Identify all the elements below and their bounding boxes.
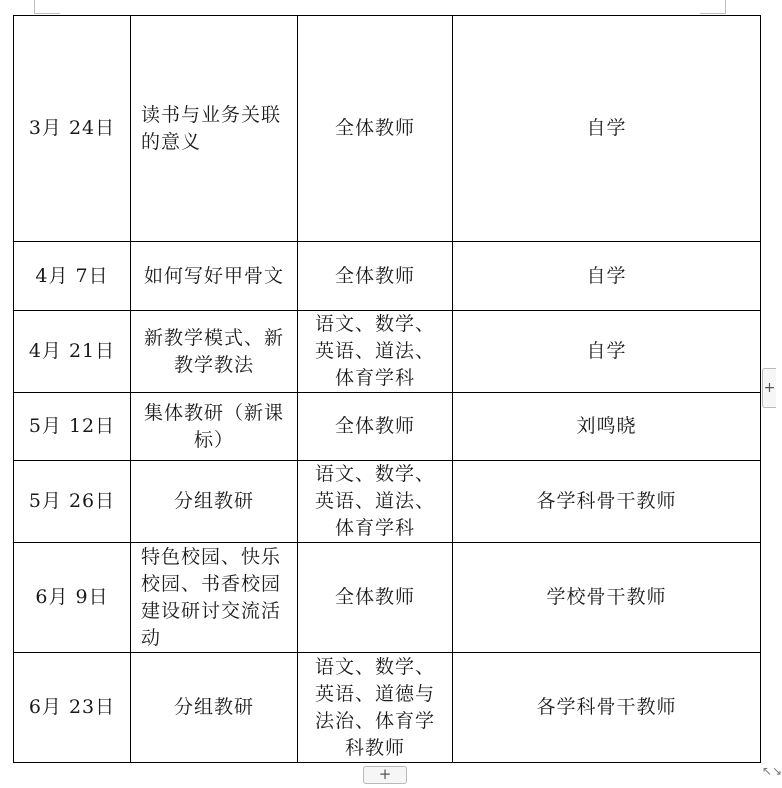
date-cell[interactable]: 5月 26日 — [14, 461, 131, 543]
table-row — [14, 543, 761, 653]
host-cell[interactable]: 各学科骨干教师 — [453, 461, 761, 543]
topic-cell[interactable]: 分组教研 — [131, 653, 298, 763]
host-cell[interactable]: 自学 — [453, 16, 761, 242]
date-cell[interactable]: 4月 7日 — [14, 242, 131, 311]
topic-cell[interactable]: 如何写好甲骨文 — [131, 242, 298, 311]
table-row — [14, 653, 761, 763]
audience-cell[interactable]: 语文、数学、英语、道法、体育学科 — [298, 311, 453, 393]
audience-cell[interactable]: 语文、数学、英语、道德与法治、体育学科教师 — [298, 653, 453, 763]
add-row-button[interactable]: + — [363, 766, 407, 784]
table-row — [14, 393, 761, 461]
host-cell[interactable]: 自学 — [453, 311, 761, 393]
date-cell[interactable]: 5月 12日 — [14, 393, 131, 461]
audience-cell[interactable]: 语文、数学、英语、道法、体育学科 — [298, 461, 453, 543]
date-cell[interactable]: 3月 24日 — [14, 16, 131, 242]
topic-cell[interactable]: 集体教研（新课标） — [131, 393, 298, 461]
table-row — [14, 461, 761, 543]
date-cell[interactable]: 6月 23日 — [14, 653, 131, 763]
topic-cell[interactable]: 分组教研 — [131, 461, 298, 543]
table-row — [14, 311, 761, 393]
date-cell[interactable]: 6月 9日 — [14, 543, 131, 653]
schedule-table — [13, 15, 761, 763]
audience-cell[interactable]: 全体教师 — [298, 242, 453, 311]
host-cell[interactable]: 学校骨干教师 — [453, 543, 761, 653]
topic-cell[interactable]: 特色校园、快乐校园、书香校园建设研讨交流活动 — [131, 543, 298, 653]
page-corner-mark-left — [34, 0, 60, 14]
table-row — [14, 16, 761, 242]
add-column-button[interactable]: + — [762, 368, 776, 408]
date-cell[interactable]: 4月 21日 — [14, 311, 131, 393]
page-corner-mark-right — [700, 0, 726, 14]
host-cell[interactable]: 自学 — [453, 242, 761, 311]
host-cell[interactable]: 刘鸣晓 — [453, 393, 761, 461]
topic-cell[interactable]: 新教学模式、新教学教法 — [131, 311, 298, 393]
audience-cell[interactable]: 全体教师 — [298, 393, 453, 461]
audience-cell[interactable]: 全体教师 — [298, 543, 453, 653]
topic-cell[interactable]: 读书与业务关联的意义 — [131, 16, 298, 242]
host-cell[interactable]: 各学科骨干教师 — [453, 653, 761, 763]
audience-cell[interactable]: 全体教师 — [298, 16, 453, 242]
table-row — [14, 242, 761, 311]
table-resize-icon[interactable]: ↖↘ — [762, 764, 782, 778]
